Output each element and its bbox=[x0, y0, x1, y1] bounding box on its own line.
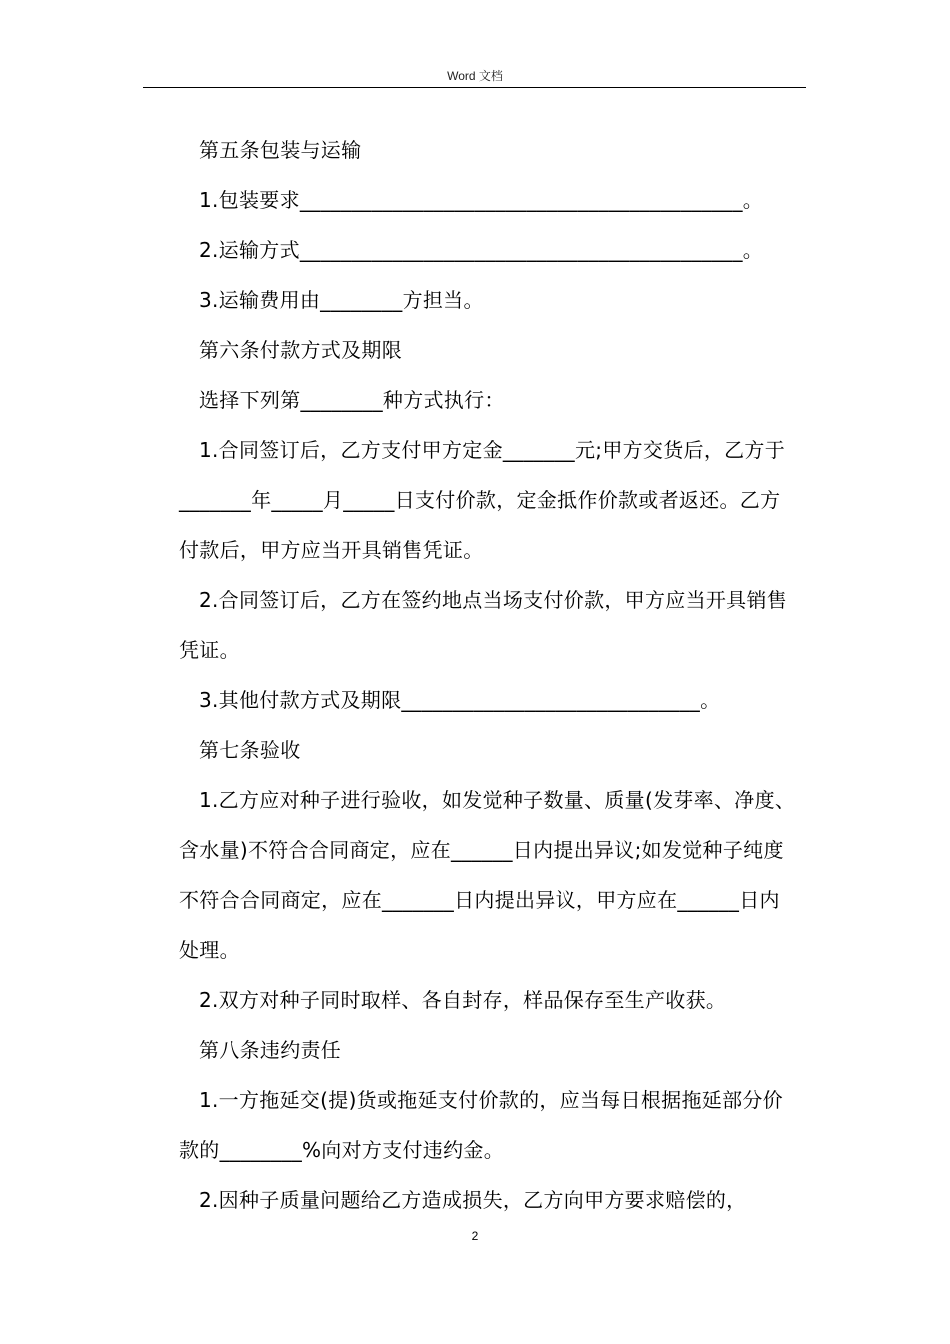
header-divider bbox=[143, 87, 806, 88]
article-7-heading: 第七条验收 bbox=[199, 738, 301, 762]
article-5-heading: 第五条包装与运输 bbox=[199, 138, 362, 162]
payment-option-select-clause: 选择下列第________种方式执行： bbox=[199, 388, 505, 412]
payment-option-2-clause: 2.合同签订后，乙方在签约地点当场支付价款，甲方应当开具销售凭证。 bbox=[179, 588, 788, 662]
article-8-heading: 第八条违约责任 bbox=[199, 1038, 342, 1062]
packaging-requirement-clause: 1.包装要求___________________________________________。 bbox=[199, 188, 764, 212]
transport-cost-clause: 3.运输费用由________方担当。 bbox=[199, 288, 484, 312]
inspection-clause-2: 2.双方对种子同时取样、各自封存，样品保存至生产收获。 bbox=[199, 988, 727, 1012]
document-body bbox=[179, 125, 799, 1225]
document-header-title: Word 文档 bbox=[447, 69, 503, 83]
inspection-clause-1: 1.乙方应对种子进行验收，如发觉种子数量、质量(发芽率、净度、含水量)不符合合同商定，应在______日内提出异议;如发觉种子纯度不符合合同商定，应在_______日内提出异议，甲方应在______日内处理。 bbox=[179, 788, 796, 962]
article-6-heading: 第六条付款方式及期限 bbox=[199, 338, 402, 362]
liability-clause-2: 2.因种子质量问题给乙方造成损失，乙方向甲方要求赔偿的， bbox=[199, 1188, 747, 1212]
payment-option-1-clause: 1.合同签订后，乙方支付甲方定金_______元;甲方交货后，乙方于_______年_____月_____日支付价款，定金抵作价款或者返还。乙方付款后，甲方应当开具销售凭证。 bbox=[179, 438, 786, 562]
page-number: 2 bbox=[471, 1229, 479, 1243]
liability-clause-1: 1.一方拖延交(提)货或拖延支付价款的，应当每日根据拖延部分价款的________%向对方支付违约金。 bbox=[179, 1088, 783, 1162]
transport-method-clause: 2.运输方式___________________________________________。 bbox=[199, 238, 764, 262]
payment-option-3-clause: 3.其他付款方式及期限_____________________________。 bbox=[199, 688, 721, 712]
